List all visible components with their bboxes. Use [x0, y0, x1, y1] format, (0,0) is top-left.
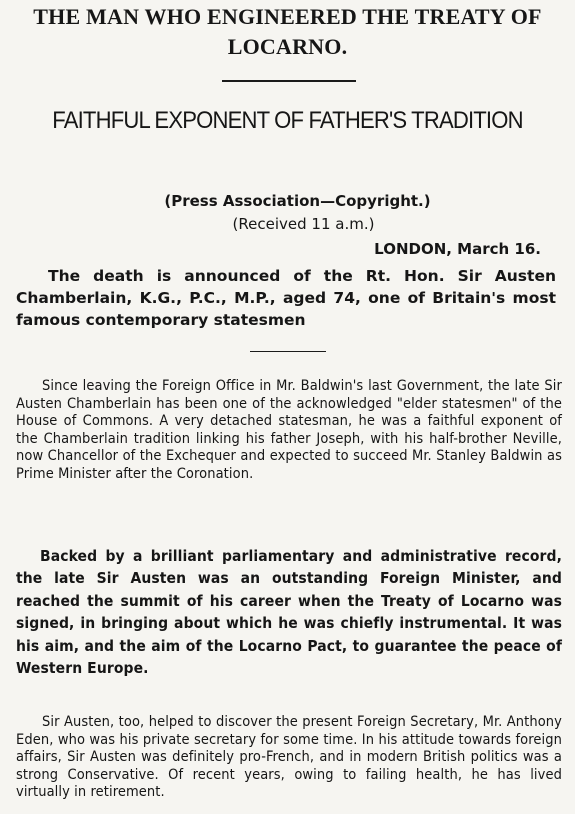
divider-rule [222, 80, 356, 82]
press-credit: (Press Association—Copyright.) [164, 192, 431, 210]
received-time: (Received 11 a.m.) [232, 215, 375, 233]
headline: THE MAN WHO ENGINEERED THE TREATY OF LOCARNO. [33, 4, 542, 59]
headline-block [0, 2, 575, 62]
subheadline: FAITHFUL EXPONENT OF FATHER'S TRADITION [52, 107, 523, 134]
dateline: LONDON, March 16. [374, 240, 541, 258]
body-paragraph: Since leaving the Foreign Office in Mr. Baldwin's last Government, the late Sir Austen Chamberlain has been one of the acknowledged "elder statesmen" of the House of Commons. A very detached statesman, he was a faithful exponent of the Chamberlain tradition linking his father Joseph, with his half-brother Neville, now Chancellor of the Exchequer and expected to succeed Mr. Stanley Baldwin as Prime Minister after the Coronation. [16, 378, 562, 482]
body-paragraph: Sir Austen, too, helped to discover the present Foreign Secretary, Mr. Anthony Eden, who was his private secretary for some time. In his attitude towards foreign affairs, Sir Austen was definitely pro-French, and in modern British politics was a strong Conservative. Of recent years, owing to failing health, he has lived virtually in retirement. [16, 714, 562, 801]
lead-paragraph: The death is announced of the Rt. Hon. Sir Austen Chamberlain, K.G., P.C., M.P., aged 74, one of Britain's most famous contemporary statesmen [16, 267, 556, 329]
divider-rule [250, 351, 326, 352]
body-paragraph: Backed by a brilliant parliamentary and administrative record, the late Sir Austen was an outstanding Foreign Minister, and reached the summit of his career when the Treaty of Locarno was signed, in bringing about which he was chiefly instrumental. It was his aim, and the aim of the Locarno Pact, to guarantee the peace of Western Europe. [16, 547, 562, 678]
